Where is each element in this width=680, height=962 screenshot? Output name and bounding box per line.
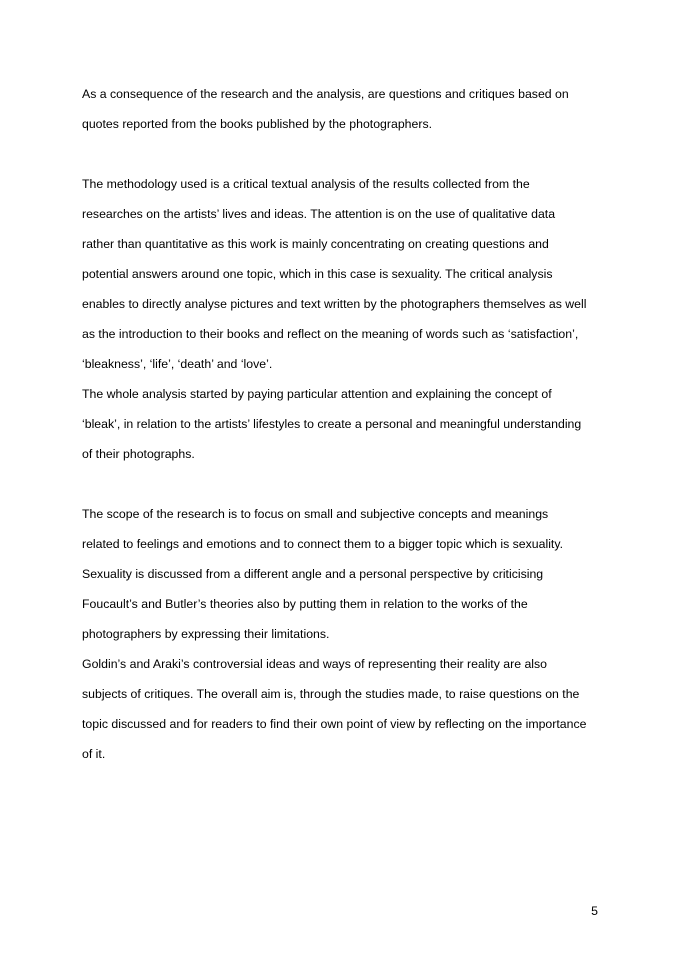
text-line: The methodology used is a critical textual analysis of the results collected from the: [82, 177, 530, 191]
text-line: related to feelings and emotions and to connect them to a bigger topic which is sexuality.: [82, 537, 563, 551]
text-line: photographers by expressing their limitations.: [82, 627, 330, 641]
paragraph: [82, 499, 602, 649]
text-line: Foucault’s and Butler’s theories also by putting them in relation to the works of the: [82, 597, 528, 611]
paragraph: [82, 79, 602, 139]
paragraph: [82, 379, 602, 469]
text-line: As a consequence of the research and the analysis, are questions and critiques based on: [82, 87, 569, 101]
paragraph-gap: [82, 469, 602, 499]
text-line: enables to directly analyse pictures and text written by the photographers themselves as well: [82, 297, 587, 311]
text-line: Sexuality is discussed from a different angle and a personal perspective by criticising: [82, 567, 544, 581]
page-number: 5: [591, 904, 598, 918]
text-line: rather than quantitative as this work is mainly concentrating on creating questions and: [82, 237, 549, 251]
text-line: The scope of the research is to focus on small and subjective concepts and meanings: [82, 507, 549, 521]
document-body: [82, 79, 602, 769]
text-line: as the introduction to their books and reflect on the meaning of words such as ‘satisfaction’,: [82, 327, 579, 341]
text-line: Goldin’s and Araki’s controversial ideas and ways of representing their reality are also: [82, 657, 548, 671]
text-line: researches on the artists’ lives and ideas. The attention is on the use of qualitative data: [82, 207, 556, 221]
text-line: quotes reported from the books published by the photographers.: [82, 117, 433, 131]
paragraph-gap: [82, 139, 602, 169]
text-line: ‘bleakness’, ‘life’, ‘death’ and ‘love’.: [82, 357, 273, 371]
text-line: of their photographs.: [82, 447, 195, 461]
text-line: topic discussed and for readers to find their own point of view by reflecting on the importance: [82, 717, 587, 731]
text-line: ‘bleak’, in relation to the artists’ lifestyles to create a personal and meaningful understanding: [82, 417, 582, 431]
text-line: The whole analysis started by paying particular attention and explaining the concept of: [82, 387, 552, 401]
paragraph: [82, 649, 602, 769]
text-line: potential answers around one topic, which in this case is sexuality. The critical analysis: [82, 267, 553, 281]
paragraph: [82, 169, 602, 379]
text-line: of it.: [82, 747, 106, 761]
text-line: subjects of critiques. The overall aim is, through the studies made, to raise questions on the: [82, 687, 580, 701]
